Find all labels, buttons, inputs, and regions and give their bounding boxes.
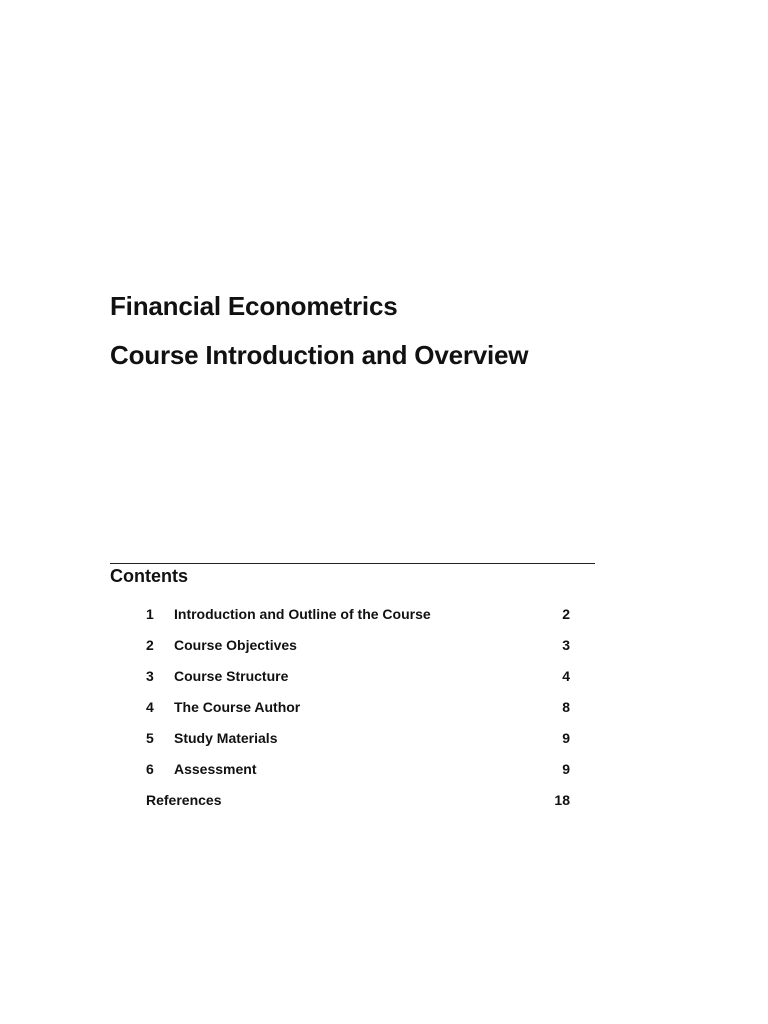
toc-entry-number: 6 bbox=[146, 761, 154, 777]
toc-entry-page: 9 bbox=[562, 761, 570, 777]
contents-heading: Contents bbox=[110, 566, 188, 586]
document-title bbox=[110, 282, 670, 380]
toc-entry-study-materials[interactable] bbox=[146, 725, 570, 756]
toc-entry-title: References bbox=[146, 792, 222, 808]
toc-entry-references[interactable] bbox=[146, 787, 570, 818]
toc-entry-number: 2 bbox=[146, 637, 154, 653]
toc-entry-number: 1 bbox=[146, 606, 154, 622]
toc-entry-title: Course Structure bbox=[174, 668, 289, 684]
toc-entry-title: Course Objectives bbox=[174, 637, 297, 653]
toc-entry-page: 4 bbox=[562, 668, 570, 684]
toc-entry-page: 18 bbox=[554, 792, 570, 808]
toc-entry-page: 3 bbox=[562, 637, 570, 653]
table-of-contents bbox=[146, 601, 570, 818]
toc-entry-page: 8 bbox=[562, 699, 570, 715]
toc-entry-title: Study Materials bbox=[174, 730, 278, 746]
course-name: Financial Econometrics bbox=[110, 291, 398, 321]
toc-entry-number: 4 bbox=[146, 699, 154, 715]
toc-entry-page: 9 bbox=[562, 730, 570, 746]
toc-entry-number: 5 bbox=[146, 730, 154, 746]
toc-entry-title: Introduction and Outline of the Course bbox=[174, 606, 431, 622]
toc-entry-page: 2 bbox=[562, 606, 570, 622]
toc-entry-title: Assessment bbox=[174, 761, 257, 777]
toc-entry-assessment[interactable] bbox=[146, 756, 570, 787]
toc-entry-course-structure[interactable] bbox=[146, 663, 570, 694]
toc-entry-title: The Course Author bbox=[174, 699, 301, 715]
toc-entry-number: 3 bbox=[146, 668, 154, 684]
toc-entry-course-objectives[interactable] bbox=[146, 632, 570, 663]
toc-entry-introduction[interactable] bbox=[146, 601, 570, 632]
toc-entry-course-author[interactable] bbox=[146, 694, 570, 725]
document-subtitle: Course Introduction and Overview bbox=[110, 340, 529, 370]
